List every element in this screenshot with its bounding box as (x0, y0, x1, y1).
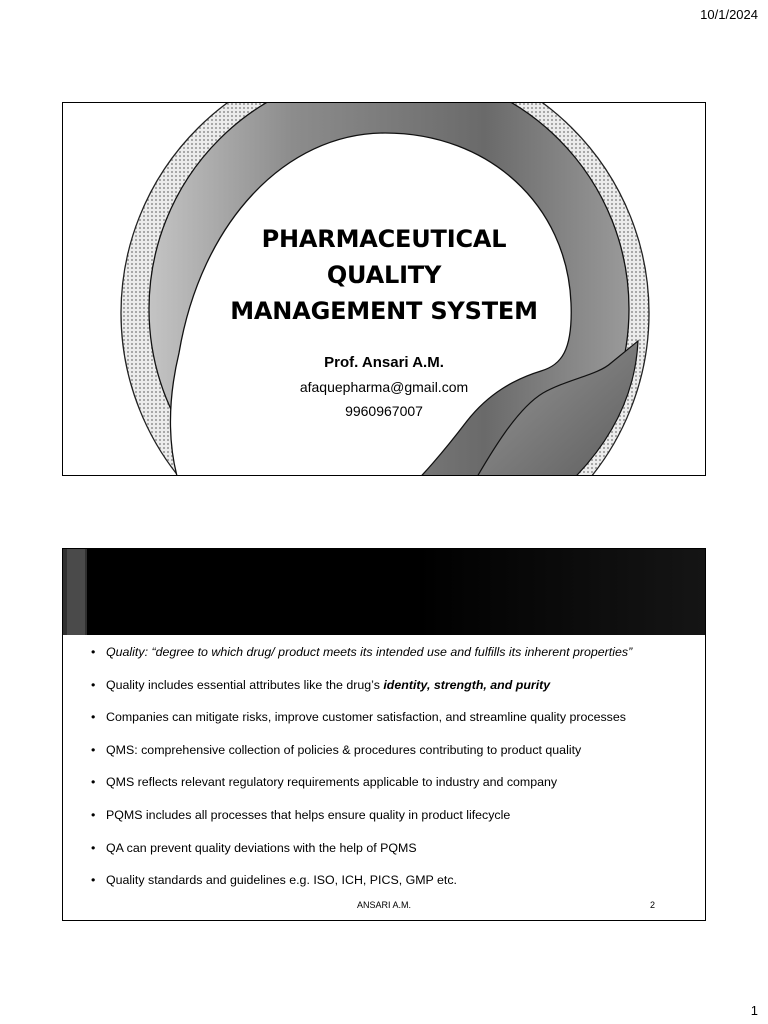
bullet-text: QMS reflects relevant regulatory requirements applicable to industry and company (106, 775, 558, 790)
slide-footer: ANSARI A.M. (356, 900, 411, 910)
title-slide (62, 102, 706, 476)
bullet-item (91, 807, 691, 840)
bullet-item (91, 644, 691, 677)
bullet-text: QMS: comprehensive collection of policies & procedures contributing to product quality (106, 742, 582, 757)
page-number: 1 (750, 1003, 758, 1018)
page-date: 10/1/2024 (700, 7, 758, 22)
author-email: afaquepharma@gmail.com (299, 379, 469, 395)
bullet-item (91, 840, 691, 873)
header-accent-strip-inner (67, 549, 85, 635)
bullet-list (91, 644, 691, 905)
bullet-emphasis: identity, strength, and purity (383, 677, 551, 692)
bullet-text: Quality standards and guidelines e.g. ISO, ICH, PICS, GMP etc. (106, 873, 458, 888)
title-line-2: QUALITY (326, 261, 442, 289)
slide-number: 2 (649, 900, 655, 910)
title-line-3: MANAGEMENT SYSTEM (230, 297, 538, 325)
content-slide (62, 548, 706, 921)
bullet-item (91, 677, 691, 710)
bullet-item (91, 709, 691, 742)
bullet-text: Quality: “degree to which drug/ product meets its intended use and fulfills its inherent properties” (106, 645, 633, 659)
slide-header-bar (63, 549, 705, 635)
bullet-text: QA can prevent quality deviations with the help of PQMS (106, 840, 417, 855)
title-line-1: PHARMACEUTICAL (261, 225, 507, 253)
author-phone: 9960967007 (345, 403, 423, 419)
bullet-text: Companies can mitigate risks, improve customer satisfaction, and streamline quality processes (106, 710, 626, 725)
bullet-item (91, 742, 691, 775)
author-name: Prof. Ansari A.M. (324, 354, 444, 371)
bullet-text: Quality includes essential attributes like the drug’s (106, 677, 384, 692)
bullet-text: PQMS includes all processes that helps ensure quality in product lifecycle (106, 807, 511, 822)
bullet-item (91, 774, 691, 807)
